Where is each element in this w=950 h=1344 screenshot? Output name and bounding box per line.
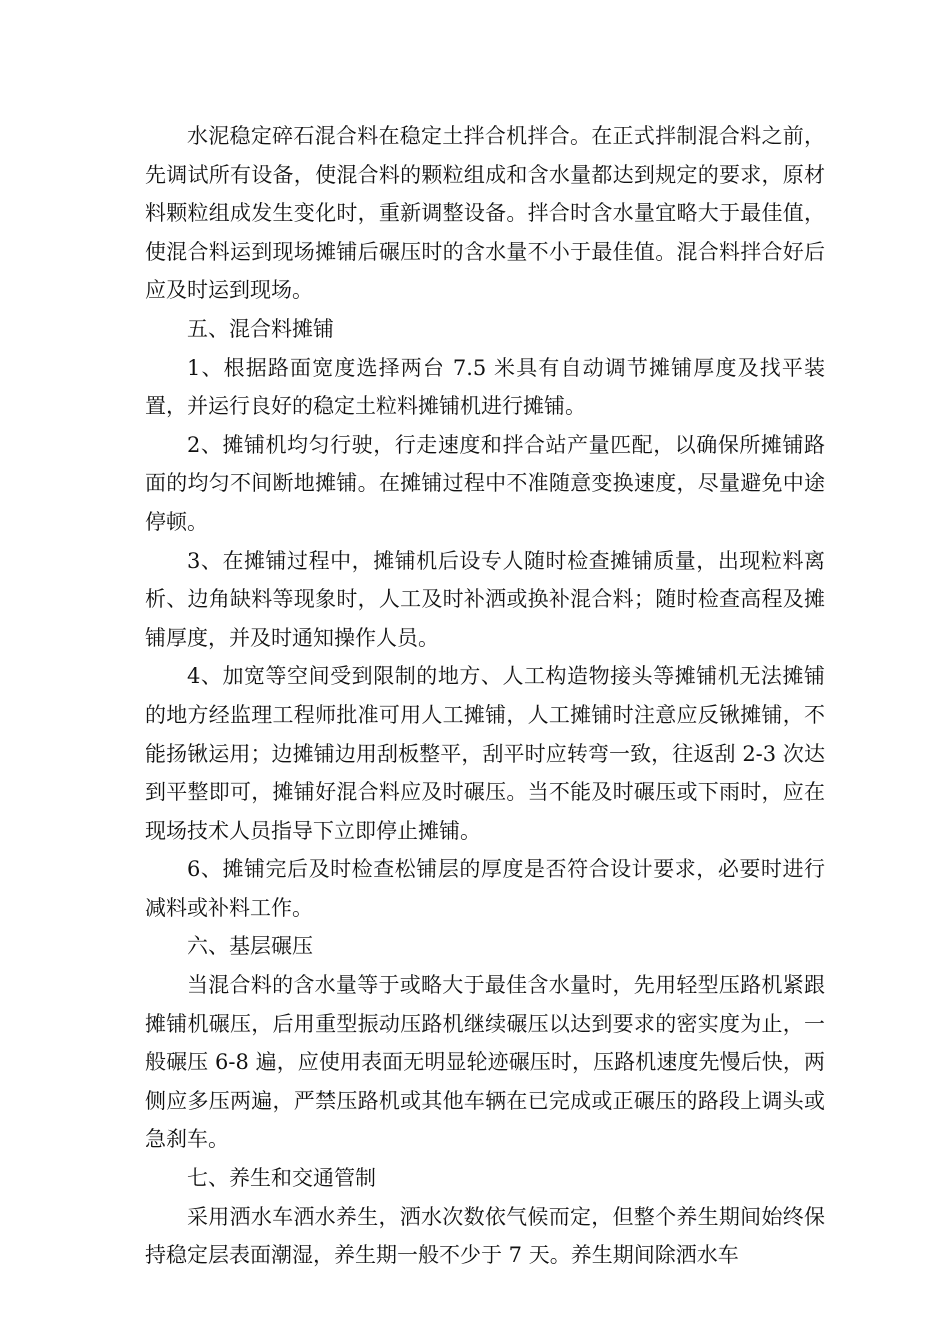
paragraph-paving-2: 2、摊铺机均匀行驶，行走速度和拌合站产量匹配，以确保所摊铺路面的均匀不间断地摊铺。在摊铺过程中不准随意变换速度，尽量避免中途停顿。 bbox=[145, 432, 825, 534]
paragraph-curing: 采用洒水车洒水养生，洒水次数依气候而定，但整个养生期间始终保持稳定层表面潮湿，养生期一般不少于 7 天。养生期间除洒水车 bbox=[145, 1204, 825, 1268]
paragraph-compaction: 当混合料的含水量等于或略大于最佳含水量时，先用轻型压路机紧跟摊铺机碾压，后用重型振动压路机继续碾压以达到要求的密实度为止，一般碾压 6-8 遍，应使用表面无明显轮迹碾压时，压路机速度先慢后快，两侧应多压两遍，严禁压路机或其他车辆在已完成或正碾压的路段上调头或急刹车。 bbox=[145, 973, 825, 1152]
section-heading-compaction: 六、基层碾压 bbox=[187, 934, 313, 959]
section-heading-paving: 五、混合料摊铺 bbox=[187, 316, 334, 341]
section-heading-curing: 七、养生和交通管制 bbox=[187, 1166, 376, 1191]
paragraph-paving-4: 4、加宽等空间受到限制的地方、人工构造物接头等摊铺机无法摊铺的地方经监理工程师批准可用人工摊铺，人工摊铺时注意应反锹摊铺，不能扬锹运用；边摊铺边用刮板整平，刮平时应转弯一致，往返刮 2-3 次达到平整即可，摊铺好混合料应及时碾压。当不能及时碾压或下雨时，应在现场技术人员指导下立即停止摊铺。 bbox=[145, 664, 825, 843]
paragraph-paving-3: 3、在摊铺过程中，摊铺机后设专人随时检查摊铺质量，出现粒料离析、边角缺料等现象时，人工及时补洒或换补混合料；随时检查高程及摊铺厚度，并及时通知操作人员。 bbox=[145, 548, 825, 650]
paragraph-paving-1: 1、根据路面宽度选择两台 7.5 米具有自动调节摊铺厚度及找平装置，并运行良好的稳定土粒料摊铺机进行摊铺。 bbox=[145, 355, 825, 419]
document-body bbox=[145, 117, 825, 1275]
paragraph-paving-6: 6、摊铺完后及时检查松铺层的厚度是否符合设计要求，必要时进行减料或补料工作。 bbox=[145, 857, 825, 920]
paragraph-mixing: 水泥稳定碎石混合料在稳定土拌合机拌合。在正式拌制混合料之前，先调试所有设备，使混合料的颗粒组成和含水量都达到规定的要求，原材料颗粒组成发生变化时，重新调整设备。拌合时含水量宜略大于最佳值，使混合料运到现场摊铺后碾压时的含水量不小于最佳值。混合料拌合好后应及时运到现场。 bbox=[145, 124, 825, 303]
